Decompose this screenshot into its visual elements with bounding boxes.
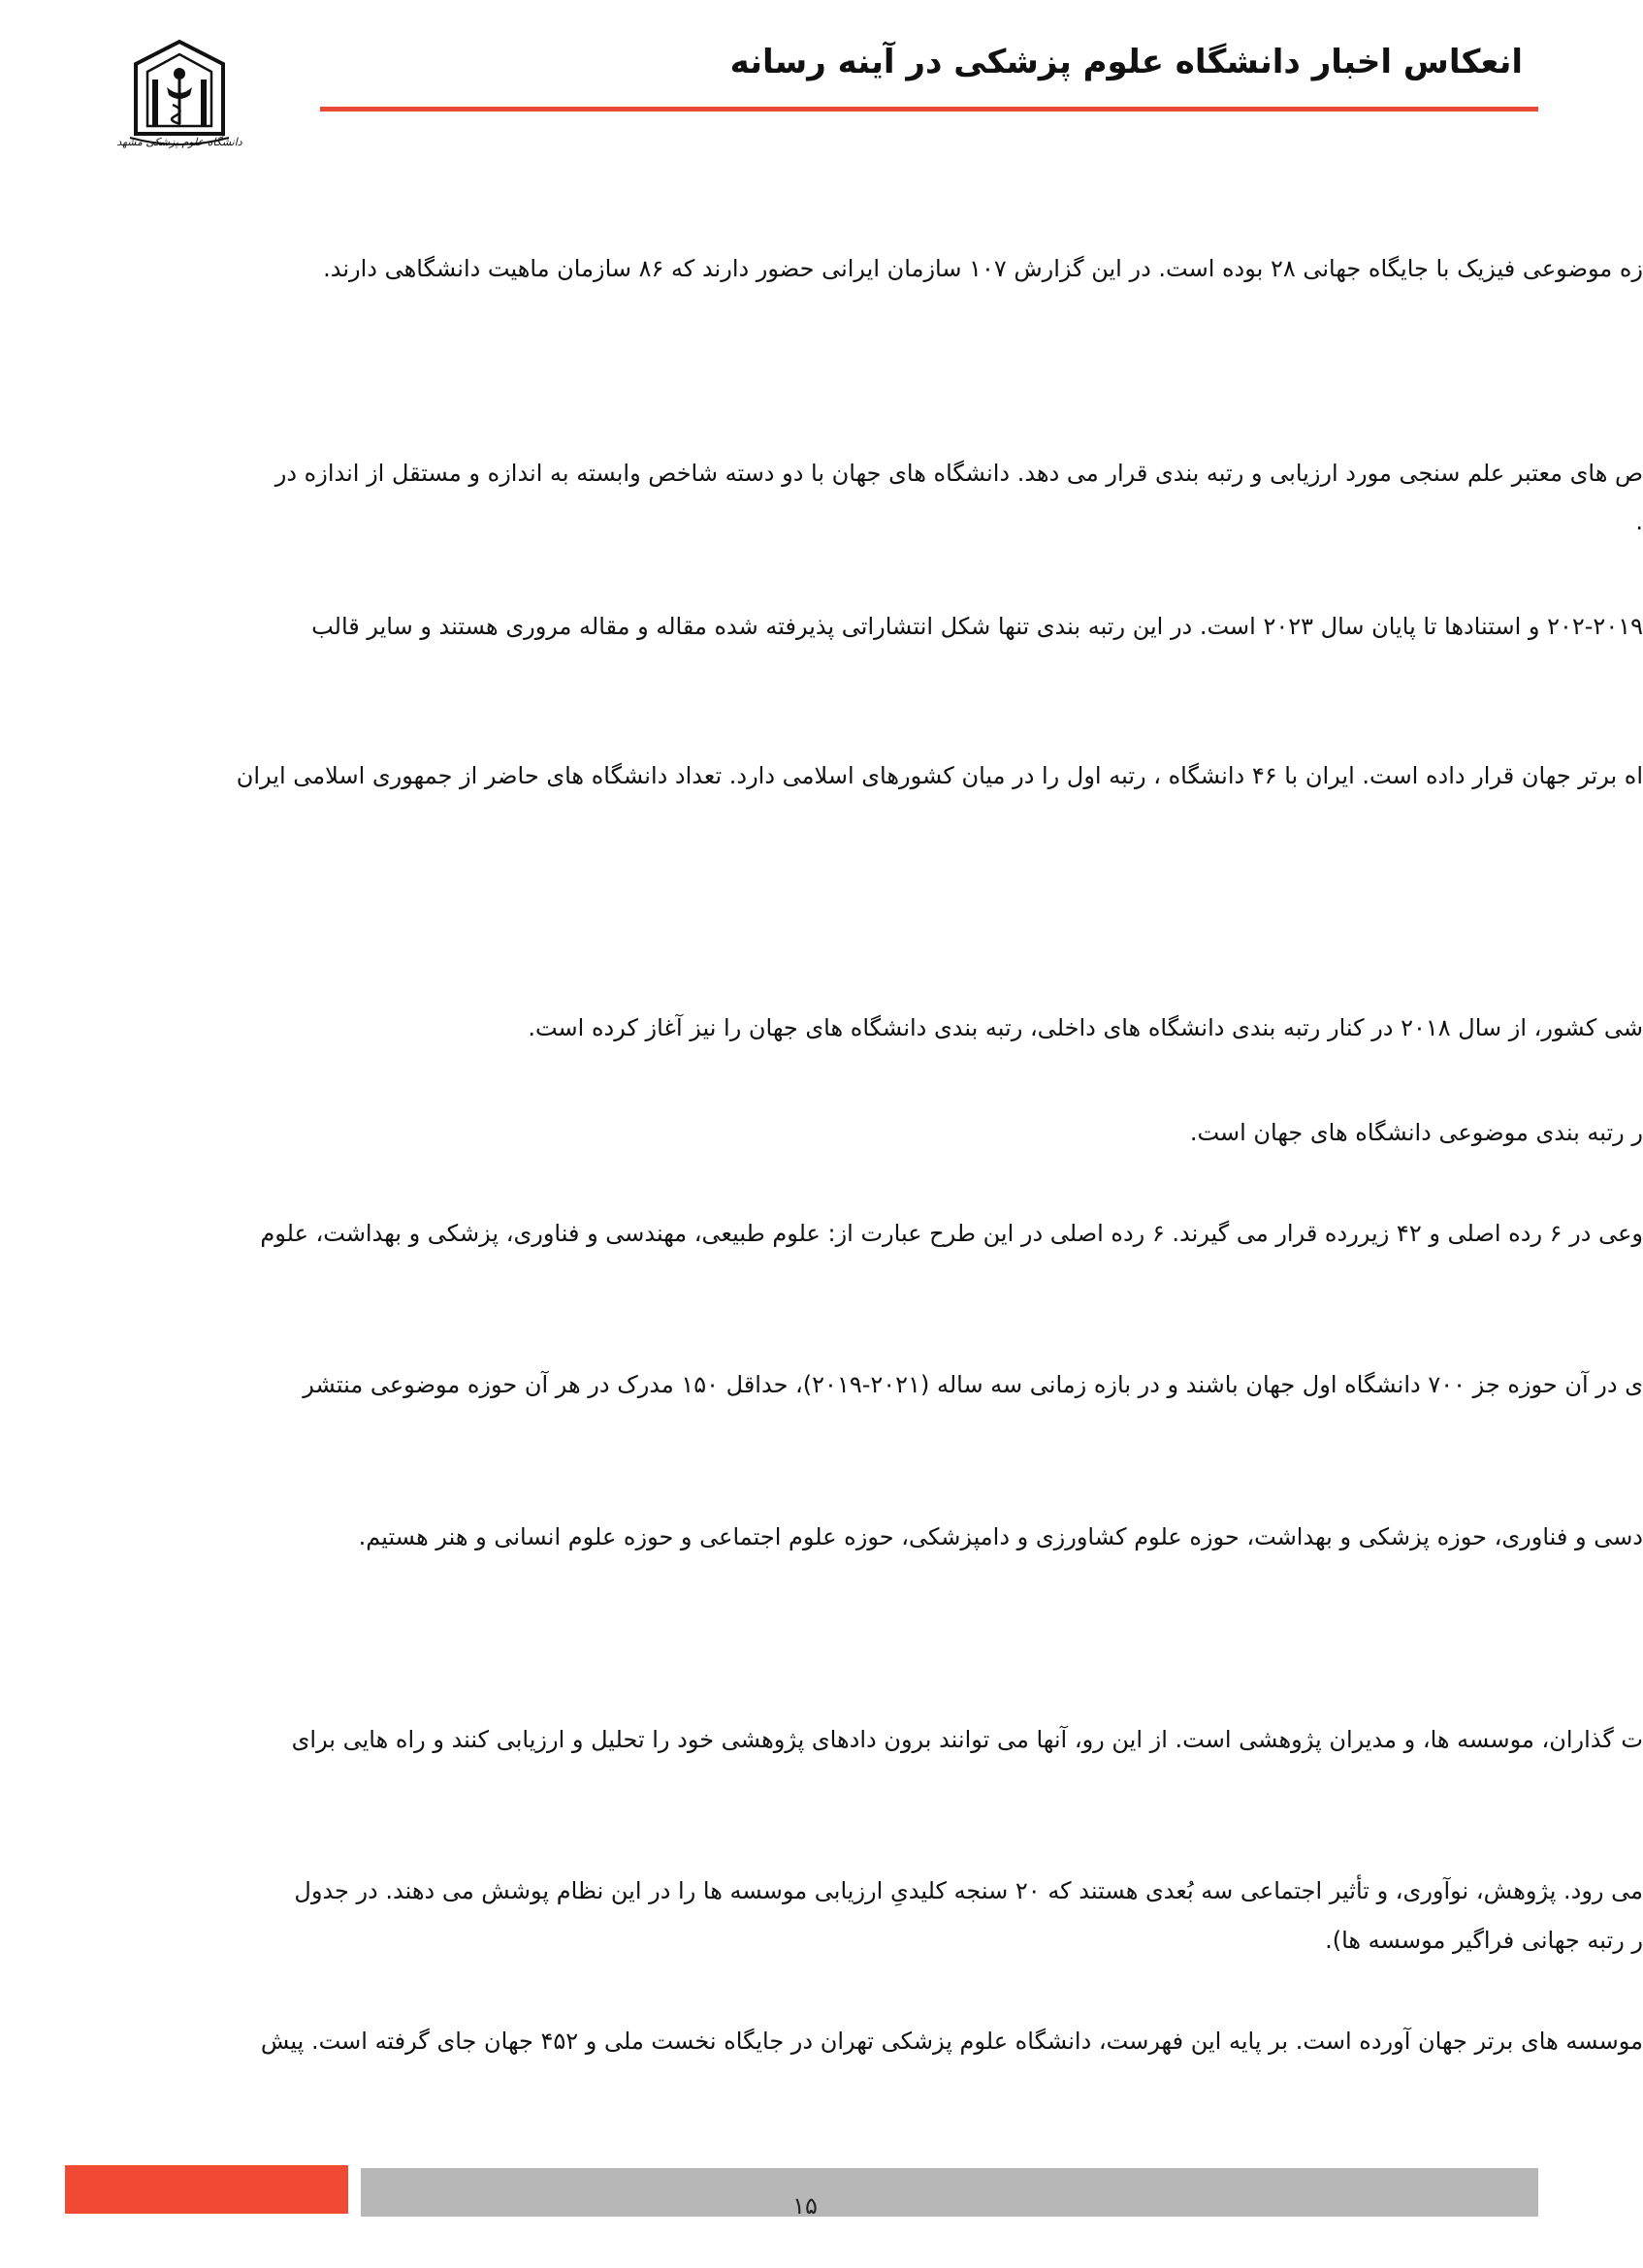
body-text-line: می رود. پژوهش، نوآوری، و تأثیر اجتماعی سه بُعدی هستند که ۲۰ سنجه کلیدیِ ارزیابی موسسه ها را در این نظام پوشش می دهند. در جدول [294, 1877, 1643, 1904]
footer-accent-bar [65, 2165, 348, 2214]
body-text-line: اه برتر جهان قرار داده است. ایران با ۴۶ دانشگاه ، رتبه اول را در میان کشورهای اسلامی دارد. تعداد دانشگاه های حاضر از جمهوری اسلامی ایران [236, 762, 1643, 789]
body-text-line: دسی و فناوری، حوزه پزشکی و بهداشت، حوزه علوم کشاورزی و دامپزشکی، حوزه علوم اجتماعی و حوزه علوم انسانی و هنر هستیم. [358, 1523, 1643, 1550]
body-text-line: ۲۰۲-۲۰۱۹ و استنادها تا پایان سال ۲۰۲۳ است. در این رتبه بندی تنها شکل انتشاراتی پذیرفته شده مقاله و مقاله مروری هستند و سایر قالب [311, 613, 1643, 640]
body-text-line: زه موضوعی فیزیک با جایگاه جهانی ۲۸ بوده است. در این گزارش ۱۰۷ سازمان ایرانی حضور دارند که ۸۶ سازمان ماهیت دانشگاهی دارند. [323, 255, 1643, 282]
header-divider [320, 107, 1538, 112]
body-text-line: . [1635, 508, 1643, 535]
page-number: ۱۵ [792, 2192, 818, 2220]
body-text-line: شی کشور، از سال ۲۰۱۸ در کنار رتبه بندی دانشگاه های داخلی، رتبه بندی دانشگاه های جهان را نیز آغاز کرده است. [528, 1014, 1643, 1041]
footer-bar [361, 2168, 1538, 2217]
body-text-line: وعی در ۶ رده اصلی و ۴۲ زیررده قرار می گیرند. ۶ رده اصلی در این طرح عبارت از: علوم طبیعی، مهندسی و فناوری، پزشکی و بهداشت، علوم [260, 1220, 1643, 1247]
body-text-line: ر رتبه جهانی فراگیر موسسه ها). [1325, 1927, 1643, 1954]
page-title: انعکاس اخبار دانشگاه علوم پزشکی در آینه رسانه [729, 43, 1523, 81]
body-text-line: ی در آن حوزه جز ۷۰۰ دانشگاه اول جهان باشند و در بازه زمانی سه ساله (۲۰۲۱-۲۰۱۹)، حداقل ۱۵۰ مدرک در هر آن حوزه موضوعی منتشر [303, 1371, 1643, 1398]
body-text-line: ر رتبه بندی موضوعی دانشگاه های جهان است. [1189, 1119, 1643, 1146]
logo-caption: دانشگاه علوم پزشکی مشهد [116, 136, 242, 148]
university-logo [116, 37, 242, 163]
body-text-line: ت گذاران، موسسه ها، و مدیران پژوهشی است. از این رو، آنها می توانند برون دادهای پژوهشی خود را تحلیل و ارزیابی کنند و راه هایی برای [291, 1726, 1643, 1753]
body-text-line: موسسه های برتر جهان آورده است. بر پایه این فهرست، دانشگاه علوم پزشکی تهران در جایگاه نخست ملی و ۴۵۲ جهان جای گرفته است. پیش [260, 2028, 1643, 2055]
body-text-line: ص های معتبر علم سنجی مورد ارزیابی و رتبه بندی قرار می دهد. دانشگاه های جهان با دو دسته شاخص وابسته به اندازه و مستقل از اندازه در [274, 460, 1643, 487]
